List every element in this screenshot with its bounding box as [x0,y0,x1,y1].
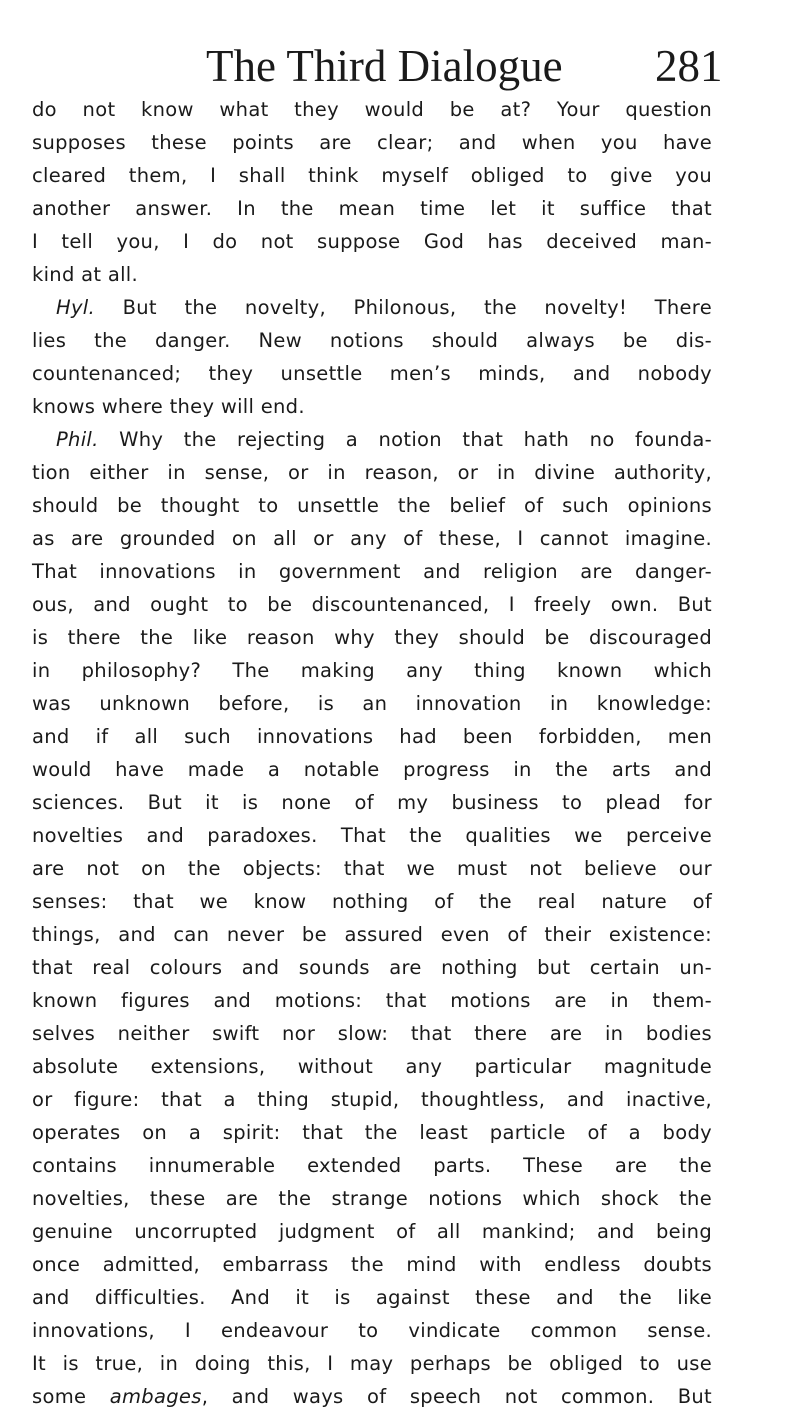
text-line: selves neither swift nor slow: that there are in bodies [32,1022,712,1045]
text-line: known figures and motions: that motions are in them- [32,989,712,1012]
text-line: would have made a notable progress in the arts and [32,758,712,781]
text-line: novelties, these are the strange notions which shock the [32,1187,712,1210]
text-segment: some [32,1385,110,1408]
text-line: cleared them, I shall think myself obliged to give you [32,164,712,187]
text-segment: , and ways of speech not common. But [201,1385,713,1408]
text-line: absolute extensions, without any particular magnitude [32,1055,712,1078]
text-line: should be thought to unsettle the belief of such opinions [32,494,712,517]
text-line: ous, and ought to be discountenanced, I freely own. But [32,593,712,616]
speaker-name: Phil. [56,428,99,451]
text-line: are not on the objects: that we must not believe our [32,857,712,880]
running-title: The Third Dialogue [206,41,563,91]
text-line [32,291,712,324]
text-line: do not know what they would be at? Your question [32,98,712,121]
speech-text: But the novelty, Philonous, the novelty! There [95,296,712,319]
text-line: countenanced; they unsettle men’s minds, and nobody [32,362,712,385]
speech-text: Why the rejecting a notion that hath no founda- [98,428,712,451]
text-line: kind at all. [32,263,139,286]
text-line: sciences. But it is none of my business to plead for [32,791,712,814]
text-line: and if all such innovations had been forbidden, men [32,725,712,748]
running-head [0,38,800,94]
text-line: in philosophy? The making any thing known which [32,659,712,682]
text-line: that real colours and sounds are nothing but certain un- [32,956,712,979]
text-line: as are grounded on all or any of these, I cannot imagine. [32,527,712,550]
text-line: things, and can never be assured even of their existence: [32,923,712,946]
text-line [32,1380,712,1413]
text-line: and difficulties. And it is against these and the like [32,1286,712,1309]
text-line: tion either in sense, or in reason, or in divine authority, [32,461,712,484]
text-line: That innovations in government and religion are danger- [32,560,712,583]
text-line: senses: that we know nothing of the real nature of [32,890,712,913]
text-line: another answer. In the mean time let it suffice that [32,197,712,220]
speaker-name: Hyl. [56,296,96,319]
text-line: I tell you, I do not suppose God has deceived man- [32,230,712,253]
italic-term: ambages [109,1385,202,1408]
body-text [32,93,712,1413]
text-line: was unknown before, is an innovation in knowledge: [32,692,712,715]
text-line: innovations, I endeavour to vindicate common sense. [32,1319,712,1342]
text-line: or figure: that a thing stupid, thoughtless, and inactive, [32,1088,712,1111]
text-line: operates on a spirit: that the least particle of a body [32,1121,712,1144]
text-line: supposes these points are clear; and when you have [32,131,712,154]
page-number: 281 [655,41,723,91]
text-line [32,423,712,456]
text-line: lies the danger. New notions should always be dis- [32,329,712,352]
text-line: contains innumerable extended parts. These are the [32,1154,712,1177]
text-line: knows where they will end. [32,395,305,418]
text-line: once admitted, embarrass the mind with endless doubts [32,1253,712,1276]
text-line: novelties and paradoxes. That the qualities we perceive [32,824,712,847]
text-line: is there the like reason why they should be discouraged [32,626,712,649]
text-line: It is true, in doing this, I may perhaps be obliged to use [32,1352,712,1375]
text-line: genuine uncorrupted judgment of all mankind; and being [32,1220,712,1243]
